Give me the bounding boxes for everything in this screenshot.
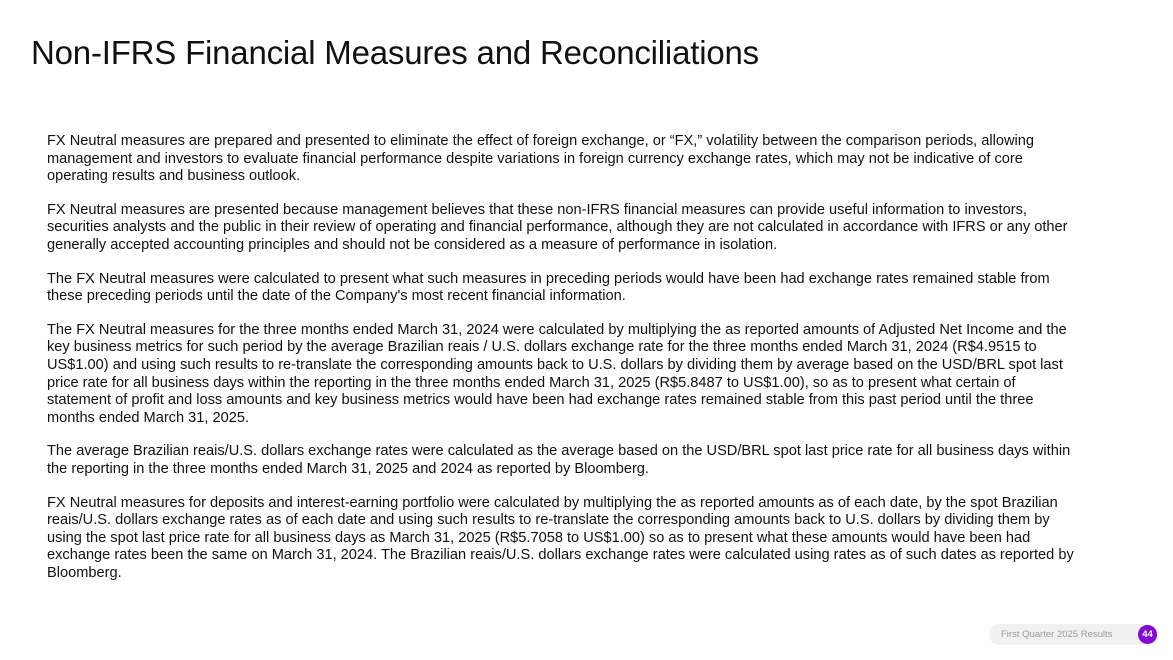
paragraph-deposits-portfolio-method: FX Neutral measures for deposits and interest-earning portfolio were calculated by multiplying the as reported amounts as of each date, by the spot Brazilian reais/U.S. dollars exchange rates as of each date and using such results to re-translate the corresponding amounts back to U.S. dollars by dividing them by using the spot last price rate for all business days as March 31, 2025 (R$5.7058 to US$1.00) so as to present what these amounts would have been had exchange rates been the same on March 31, 2024. The Brazilian reais/U.S. dollars exchange rates were calculated using rates as of such dates as reported by Bloomberg. (47, 494, 1074, 581)
body-text (47, 133, 1082, 598)
paragraph-fx-neutral-q1-2024-method: The FX Neutral measures for the three months ended March 31, 2024 were calculated by multiplying the as reported amounts of Adjusted Net Income and the key business metrics for such period by the average Brazilian reais / U.S. dollars exchange rate for the three months ended March 31, 2024 (R$4.9515 to US$1.00) and using such results to re-translate the corresponding amounts back to U.S. dollars by dividing them by average based on the USD/BRL spot last price rate for all business days within the reporting in the three months ended March 31, 2025 (R$5.8487 to US$1.00), so as to present what certain of statement of profit and loss amounts and key business metrics would have been had exchange rates remained stable from this past period until the three months ended March 31, 2025. (47, 321, 1067, 426)
paragraph-fx-neutral-purpose: FX Neutral measures are prepared and presented to eliminate the effect of foreign exchange, or “FX,” volatility between the comparison periods, allowing management and investors to evaluate financial performance despite variations in foreign currency exchange rates, which may not be indicative of core operating results and business outlook. (47, 133, 1034, 185)
page-title: Non-IFRS Financial Measures and Reconciliations (31, 34, 759, 71)
page-number-badge: 44 (1138, 625, 1157, 644)
footer-label-pill (989, 624, 1159, 645)
footer-label: First Quarter 2025 Results (1001, 629, 1113, 640)
paragraph-fx-neutral-usefulness: FX Neutral measures are presented because management believes that these non-IFRS financial measures can provide useful information to investors, securities analysts and the public in their review of operating and financial performance, although they are not calculated in accordance with IFRS or any other generally accepted accounting principles and should not be considered as a measure of performance in isolation. (47, 201, 1068, 253)
paragraph-average-exchange-rates: The average Brazilian reais/U.S. dollars exchange rates were calculated as the average based on the USD/BRL spot last price rate for all business days within the reporting in the three months ended March 31, 2025 and 2024 as reported by Bloomberg. (47, 443, 1071, 477)
paragraph-fx-neutral-calculation: The FX Neutral measures were calculated to present what such measures in preceding periods would have been had exchange rates remained stable from these preceding periods until the date of the Company's most recent financial information. (47, 270, 1050, 305)
